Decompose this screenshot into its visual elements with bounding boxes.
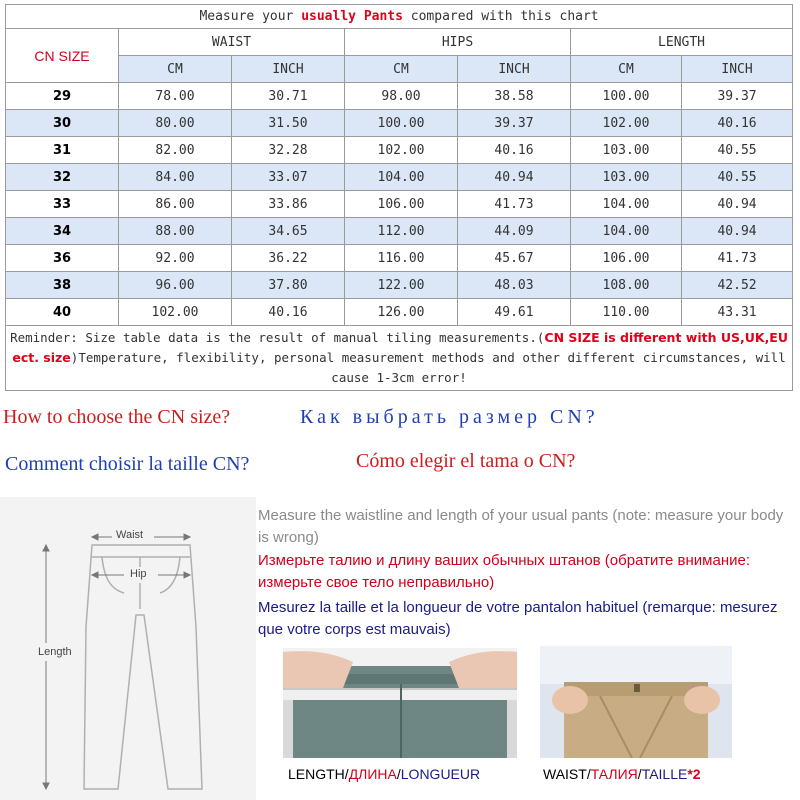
chart-title-prefix: Measure your	[199, 9, 302, 24]
measure-cell: 106.00	[345, 191, 458, 218]
size-cell: 36	[6, 245, 119, 272]
unit-header: CM	[571, 56, 682, 83]
caption-separator: /	[396, 766, 401, 782]
size-cell: 30	[6, 110, 119, 137]
reminder-text: Reminder: Size table data is the result of manual tiling measurements.(	[10, 330, 545, 345]
measure-cell: 33.86	[232, 191, 345, 218]
measure-cell: 37.80	[232, 272, 345, 299]
size-cell: 32	[6, 164, 119, 191]
size-cell: 33	[6, 191, 119, 218]
cn-size-header: CN SIZE	[6, 29, 119, 83]
instruction-russian: Измерьте талию и длину ваших обычных штанов (обратите внимание: измерьте свое тело неправильно)	[258, 552, 751, 591]
length-header: LENGTH	[571, 29, 793, 56]
unit-header: CM	[119, 56, 232, 83]
measure-cell: 45.67	[458, 245, 571, 272]
measure-cell: 38.58	[458, 83, 571, 110]
caption-separator: /	[586, 766, 591, 782]
measure-cell: 82.00	[119, 137, 232, 164]
measure-cell: 49.61	[458, 299, 571, 326]
size-cell: 29	[6, 83, 119, 110]
question-spanish: Cómo elegir el tama o CN?	[356, 450, 576, 472]
reminder-text-end: )Temperature, flexibility, personal measurement methods and other different circumstances, will cause 1-3cm error!	[70, 350, 786, 385]
chart-title	[6, 5, 793, 29]
waist-caption-en: WAIST	[543, 766, 587, 782]
hip-label: Hip	[130, 568, 147, 580]
measure-cell: 40.16	[232, 299, 345, 326]
instruction-english: Measure the waistline and length of your usual pants (note: measure your body is wrong)	[258, 507, 784, 546]
size-cell: 38	[6, 272, 119, 299]
measure-cell: 39.37	[682, 83, 793, 110]
table-row	[6, 245, 793, 272]
measure-cell: 43.31	[682, 299, 793, 326]
measure-cell: 40.16	[458, 137, 571, 164]
question-english: How to choose the CN size?	[3, 406, 231, 428]
measure-cell: 40.94	[682, 218, 793, 245]
measure-cell: 31.50	[232, 110, 345, 137]
measure-cell: 40.94	[682, 191, 793, 218]
measure-cell: 103.00	[571, 137, 682, 164]
length-caption	[288, 766, 480, 782]
measure-cell: 116.00	[345, 245, 458, 272]
caption-separator: /	[344, 766, 349, 782]
waist-label: Waist	[116, 529, 144, 541]
measure-cell: 98.00	[345, 83, 458, 110]
waist-measure-photo	[540, 646, 732, 758]
size-cell: 40	[6, 299, 119, 326]
measure-cell: 44.09	[458, 218, 571, 245]
unit-header: INCH	[682, 56, 793, 83]
measure-cell: 126.00	[345, 299, 458, 326]
measure-cell: 41.73	[458, 191, 571, 218]
unit-header: CM	[345, 56, 458, 83]
measure-cell: 39.37	[458, 110, 571, 137]
measure-cell: 41.73	[682, 245, 793, 272]
measure-cell: 108.00	[571, 272, 682, 299]
measure-cell: 84.00	[119, 164, 232, 191]
measure-cell: 34.65	[232, 218, 345, 245]
table-row	[6, 110, 793, 137]
size-rows	[6, 83, 793, 326]
waist-header: WAIST	[119, 29, 345, 56]
size-chart-table	[5, 4, 793, 391]
measure-cell: 100.00	[571, 83, 682, 110]
table-row	[6, 299, 793, 326]
measure-cell: 112.00	[345, 218, 458, 245]
measure-cell: 33.07	[232, 164, 345, 191]
measure-cell: 102.00	[571, 110, 682, 137]
chart-title-highlight: usually Pants	[301, 9, 403, 24]
measure-cell: 30.71	[232, 83, 345, 110]
chart-title-suffix: compared with this chart	[402, 9, 599, 24]
measure-cell: 42.52	[682, 272, 793, 299]
instruction-french: Mesurez la taille et la longueur de votre pantalon habituel (remarque: mesurez que votre corps est mauvais)	[258, 599, 778, 638]
reminder-note	[6, 326, 793, 391]
table-row	[6, 272, 793, 299]
unit-header: INCH	[232, 56, 345, 83]
table-row	[6, 83, 793, 110]
unit-header: INCH	[458, 56, 571, 83]
measure-cell: 110.00	[571, 299, 682, 326]
measure-cell: 96.00	[119, 272, 232, 299]
measure-cell: 122.00	[345, 272, 458, 299]
table-row	[6, 137, 793, 164]
length-measure-photo	[283, 648, 517, 758]
measure-cell: 106.00	[571, 245, 682, 272]
measure-cell: 78.00	[119, 83, 232, 110]
table-row	[6, 164, 793, 191]
size-cell: 34	[6, 218, 119, 245]
measure-cell: 104.00	[571, 218, 682, 245]
measure-cell: 88.00	[119, 218, 232, 245]
length-caption-fr: LONGUEUR	[400, 766, 481, 782]
measure-cell: 103.00	[571, 164, 682, 191]
measure-cell: 40.55	[682, 137, 793, 164]
measure-cell: 32.28	[232, 137, 345, 164]
reminder-warning: CN SIZE is different with US,UK,EU ect. size	[12, 330, 789, 365]
question-french: Comment choisir la taille CN?	[5, 453, 250, 475]
measure-cell: 104.00	[571, 191, 682, 218]
measure-cell: 40.16	[682, 110, 793, 137]
measure-cell: 80.00	[119, 110, 232, 137]
caption-separator: /	[637, 766, 642, 782]
table-row	[6, 218, 793, 245]
measure-cell: 40.94	[458, 164, 571, 191]
waist-caption-fr: TAILLE	[641, 766, 688, 782]
pants-diagram	[0, 497, 256, 800]
waist-caption-multiplier: *2	[687, 766, 701, 782]
table-row	[6, 191, 793, 218]
waist-caption	[543, 766, 701, 782]
waist-caption-ru: ТАЛИЯ	[590, 766, 638, 782]
measure-cell: 104.00	[345, 164, 458, 191]
length-label: Length	[38, 646, 72, 658]
measure-cell: 86.00	[119, 191, 232, 218]
measure-cell: 102.00	[119, 299, 232, 326]
question-russian: Как выбрать размер CN?	[300, 406, 599, 428]
measure-cell: 36.22	[232, 245, 345, 272]
size-cell: 31	[6, 137, 119, 164]
hips-header: HIPS	[345, 29, 571, 56]
length-caption-en: LENGTH	[288, 766, 345, 782]
measure-cell: 100.00	[345, 110, 458, 137]
measure-cell: 102.00	[345, 137, 458, 164]
measure-cell: 48.03	[458, 272, 571, 299]
measure-cell: 40.55	[682, 164, 793, 191]
length-caption-ru: ДЛИНА	[348, 766, 397, 782]
measure-cell: 92.00	[119, 245, 232, 272]
